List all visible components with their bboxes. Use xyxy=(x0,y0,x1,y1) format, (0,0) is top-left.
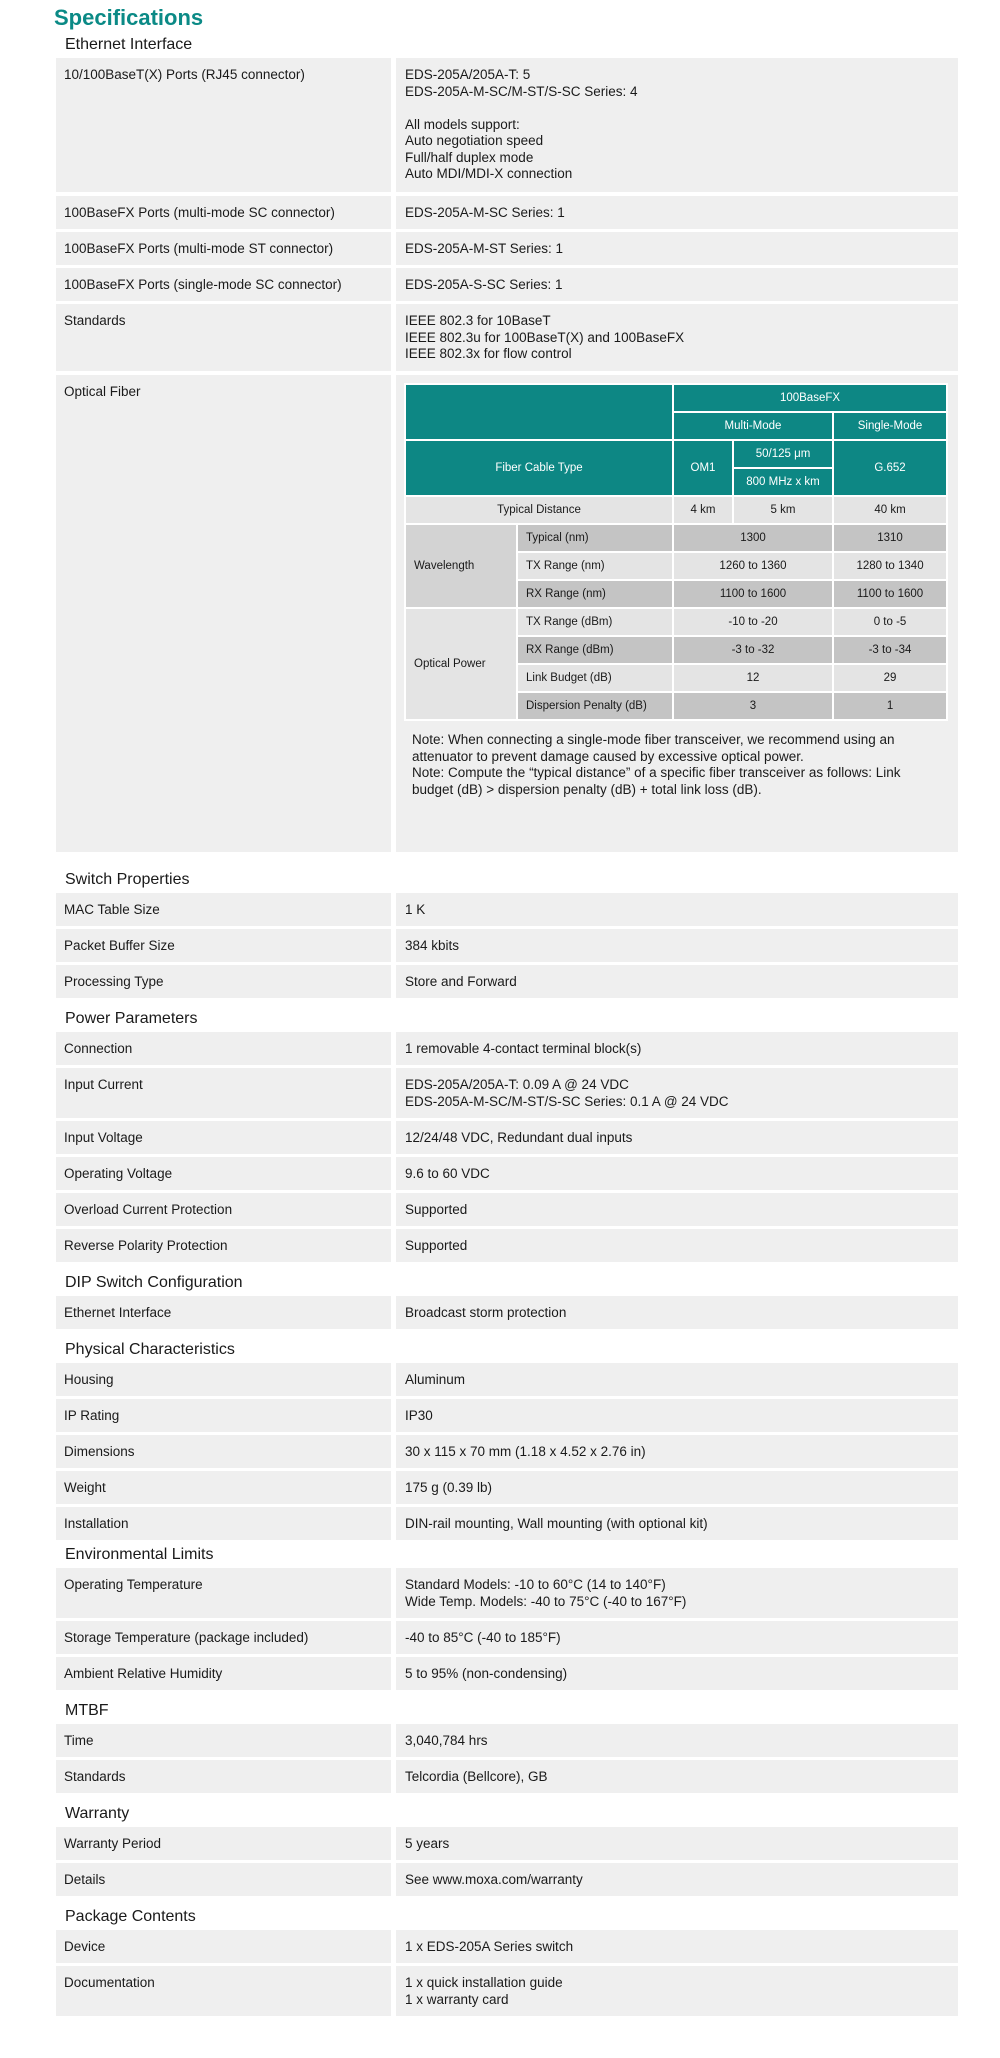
spec-row-housing xyxy=(56,1363,958,1396)
spec-value: 3,040,784 hrs xyxy=(396,1724,958,1757)
fiber-row-sm-value: 1 xyxy=(833,692,947,720)
fiber-row-label: TX Range (nm) xyxy=(517,552,673,580)
optical-fiber-note: Note: When connecting a single-mode fiber transceiver, we recommend using an attenuator to prevent damage caused by excessive optical power. Note: Compute the “typical distance” of a specific fiber transceiver as follows: Link budget (dB) > dispersion penalty (dB) + total link loss (dB). xyxy=(412,732,901,797)
fiber-header-100basefx: 100BaseFX xyxy=(673,384,947,412)
spec-row-mtbf-standards xyxy=(56,1760,958,1793)
spec-value: Telcordia (Bellcore), GB xyxy=(396,1760,958,1793)
section-dip-switch-title: DIP Switch Configuration xyxy=(65,1274,243,1291)
fiber-header-multi-mode: Multi-Mode xyxy=(673,412,833,440)
spec-row-optical-fiber xyxy=(56,375,958,852)
spec-label: Processing Type xyxy=(56,965,391,998)
spec-row-fx-mm-sc xyxy=(56,196,958,229)
spec-row-installation xyxy=(56,1507,958,1540)
section-mtbf-title: MTBF xyxy=(65,1702,109,1719)
fiber-row-sm-value: 1100 to 1600 xyxy=(833,580,947,608)
fiber-row-label: Link Budget (dB) xyxy=(517,664,673,692)
spec-value: 175 g (0.39 lb) xyxy=(396,1471,958,1504)
fiber-header-single-mode: Single-Mode xyxy=(833,412,947,440)
spec-value: EDS-205A/205A-T: 5 EDS-205A-M-SC/M-ST/S-SC Series: 4 All models support: Auto negotiation speed Full/half duplex mode Auto MDI/MDI-X connection xyxy=(396,58,958,192)
fiber-row-mm-value: 1100 to 1600 xyxy=(673,580,833,608)
spec-value: 1 K xyxy=(396,893,958,926)
section-physical-title: Physical Characteristics xyxy=(65,1341,235,1358)
fiber-om1: OM1 xyxy=(673,440,733,496)
spec-label: Input Current xyxy=(56,1068,391,1118)
fiber-g652: G.652 xyxy=(833,440,947,496)
spec-label: Operating Temperature xyxy=(56,1568,391,1618)
fiber-typical-distance-label: Typical Distance xyxy=(405,496,673,524)
spec-row-fx-mm-st xyxy=(56,232,958,265)
spec-row-storage-temperature xyxy=(56,1621,958,1654)
fiber-row-sm-value: 29 xyxy=(833,664,947,692)
section-ethernet-interface-title: Ethernet Interface xyxy=(65,36,193,53)
section-power-parameters-title: Power Parameters xyxy=(65,1010,198,1027)
spec-value: 12/24/48 VDC, Redundant dual inputs xyxy=(396,1121,958,1154)
fiber-distance-om1: 4 km xyxy=(673,496,733,524)
spec-label: Storage Temperature (package included) xyxy=(56,1621,391,1654)
spec-row-operating-temperature xyxy=(56,1568,958,1618)
spec-label: MAC Table Size xyxy=(56,893,391,926)
spec-row-humidity xyxy=(56,1657,958,1690)
spec-row-warranty-details xyxy=(56,1863,958,1896)
fiber-distance-sm: 40 km xyxy=(833,496,947,524)
spec-row-mac-table-size xyxy=(56,893,958,926)
spec-value: 1 x EDS-205A Series switch xyxy=(396,1930,958,1963)
spec-label: Standards xyxy=(56,1760,391,1793)
section-warranty-title: Warranty xyxy=(65,1805,130,1822)
spec-label: Connection xyxy=(56,1032,391,1065)
spec-row-warranty-period xyxy=(56,1827,958,1860)
spec-value: See www.moxa.com/warranty xyxy=(396,1863,958,1896)
fiber-row-mm-value: 12 xyxy=(673,664,833,692)
optical-fiber-cell xyxy=(396,375,958,852)
section-environmental-title: Environmental Limits xyxy=(65,1546,214,1563)
spec-value: EDS-205A-M-SC Series: 1 xyxy=(396,196,958,229)
section-package-contents-title: Package Contents xyxy=(65,1908,196,1925)
spec-value: IEEE 802.3 for 10BaseT IEEE 802.3u for 100BaseT(X) and 100BaseFX IEEE 802.3x for flow control xyxy=(396,304,958,371)
spec-value: 384 kbits xyxy=(396,929,958,962)
spec-row-rj45-ports xyxy=(56,58,958,192)
spec-value: 1 x quick installation guide 1 x warranty card xyxy=(396,1966,958,2016)
spec-value: Standard Models: -10 to 60°C (14 to 140°F) Wide Temp. Models: -40 to 75°C (-40 to 167°F) xyxy=(396,1568,958,1618)
spec-value: -40 to 85°C (-40 to 185°F) xyxy=(396,1621,958,1654)
fiber-row-label: TX Range (dBm) xyxy=(517,608,673,636)
fiber-wavelength-label: Wavelength xyxy=(405,524,517,608)
spec-row-standards xyxy=(56,304,958,371)
spec-value: EDS-205A-M-ST Series: 1 xyxy=(396,232,958,265)
fiber-row-label: Typical (nm) xyxy=(517,524,673,552)
spec-row-weight xyxy=(56,1471,958,1504)
spec-row-documentation xyxy=(56,1966,958,2016)
spec-label: Device xyxy=(56,1930,391,1963)
fiber-row-mm-value: -3 to -32 xyxy=(673,636,833,664)
spec-label: Documentation xyxy=(56,1966,391,2016)
spec-label: Installation xyxy=(56,1507,391,1540)
fiber-row-label: RX Range (nm) xyxy=(517,580,673,608)
optical-fiber-table xyxy=(404,383,948,721)
spec-value: 9.6 to 60 VDC xyxy=(396,1157,958,1190)
spec-label: Packet Buffer Size xyxy=(56,929,391,962)
spec-row-device xyxy=(56,1930,958,1963)
spec-label: 10/100BaseT(X) Ports (RJ45 connector) xyxy=(56,58,391,192)
spec-label: Standards xyxy=(56,304,391,371)
spec-label: Details xyxy=(56,1863,391,1896)
fiber-row-mm-value: 1300 xyxy=(673,524,833,552)
fiber-header-blank xyxy=(405,384,673,440)
fiber-bandwidth: 800 MHz x km xyxy=(733,468,833,496)
spec-value: EDS-205A/205A-T: 0.09 A @ 24 VDC EDS-205A-M-SC/M-ST/S-SC Series: 0.1 A @ 24 VDC xyxy=(396,1068,958,1118)
spec-label: Housing xyxy=(56,1363,391,1396)
fiber-row-mm-value: 1260 to 1360 xyxy=(673,552,833,580)
page-title: Specifications xyxy=(54,5,204,30)
fiber-row-sm-value: 1280 to 1340 xyxy=(833,552,947,580)
section-switch-properties-title: Switch Properties xyxy=(65,871,190,888)
spec-row-fx-sm-sc xyxy=(56,268,958,301)
fiber-core-size: 50/125 μm xyxy=(733,440,833,468)
spec-row-dip-ethernet-interface xyxy=(56,1296,958,1329)
spec-row-ip-rating xyxy=(56,1399,958,1432)
spec-value: 1 removable 4-contact terminal block(s) xyxy=(396,1032,958,1065)
fiber-row-label: Dispersion Penalty (dB) xyxy=(517,692,673,720)
spec-value: 30 x 115 x 70 mm (1.18 x 4.52 x 2.76 in) xyxy=(396,1435,958,1468)
spec-value: Store and Forward xyxy=(396,965,958,998)
spec-row-reverse-polarity xyxy=(56,1229,958,1262)
fiber-optical-power-label: Optical Power xyxy=(405,608,517,720)
spec-value: IP30 xyxy=(396,1399,958,1432)
spec-value: Aluminum xyxy=(396,1363,958,1396)
spec-row-operating-voltage xyxy=(56,1157,958,1190)
spec-label: Reverse Polarity Protection xyxy=(56,1229,391,1262)
spec-value: EDS-205A-S-SC Series: 1 xyxy=(396,268,958,301)
spec-label: Optical Fiber xyxy=(56,375,391,852)
spec-row-input-voltage xyxy=(56,1121,958,1154)
spec-label: 100BaseFX Ports (multi-mode ST connector) xyxy=(56,232,391,265)
spec-row-mtbf-time xyxy=(56,1724,958,1757)
fiber-row-mm-value: 3 xyxy=(673,692,833,720)
spec-label: Time xyxy=(56,1724,391,1757)
spec-value: Broadcast storm protection xyxy=(396,1296,958,1329)
spec-row-dimensions xyxy=(56,1435,958,1468)
fiber-row-sm-value: -3 to -34 xyxy=(833,636,947,664)
spec-value: DIN-rail mounting, Wall mounting (with optional kit) xyxy=(396,1507,958,1540)
spec-label: Input Voltage xyxy=(56,1121,391,1154)
spec-row-overload-protection xyxy=(56,1193,958,1226)
fiber-row-sm-value: 0 to -5 xyxy=(833,608,947,636)
spec-value: 5 years xyxy=(396,1827,958,1860)
fiber-row-label: RX Range (dBm) xyxy=(517,636,673,664)
spec-label: IP Rating xyxy=(56,1399,391,1432)
spec-row-input-current xyxy=(56,1068,958,1118)
fiber-row-mm-value: -10 to -20 xyxy=(673,608,833,636)
spec-value: Supported xyxy=(396,1229,958,1262)
spec-value: Supported xyxy=(396,1193,958,1226)
spec-label: Warranty Period xyxy=(56,1827,391,1860)
spec-label: Ethernet Interface xyxy=(56,1296,391,1329)
spec-label: Overload Current Protection xyxy=(56,1193,391,1226)
spec-label: Weight xyxy=(56,1471,391,1504)
fiber-distance-mm: 5 km xyxy=(733,496,833,524)
spec-label: 100BaseFX Ports (multi-mode SC connector) xyxy=(56,196,391,229)
fiber-row-sm-value: 1310 xyxy=(833,524,947,552)
spec-value: 5 to 95% (non-condensing) xyxy=(396,1657,958,1690)
spec-row-processing-type xyxy=(56,965,958,998)
fiber-cable-type-label: Fiber Cable Type xyxy=(405,440,673,496)
spec-row-packet-buffer-size xyxy=(56,929,958,962)
spec-row-connection xyxy=(56,1032,958,1065)
spec-label: Dimensions xyxy=(56,1435,391,1468)
spec-label: Ambient Relative Humidity xyxy=(56,1657,391,1690)
spec-label: Operating Voltage xyxy=(56,1157,391,1190)
spec-label: 100BaseFX Ports (single-mode SC connector) xyxy=(56,268,391,301)
